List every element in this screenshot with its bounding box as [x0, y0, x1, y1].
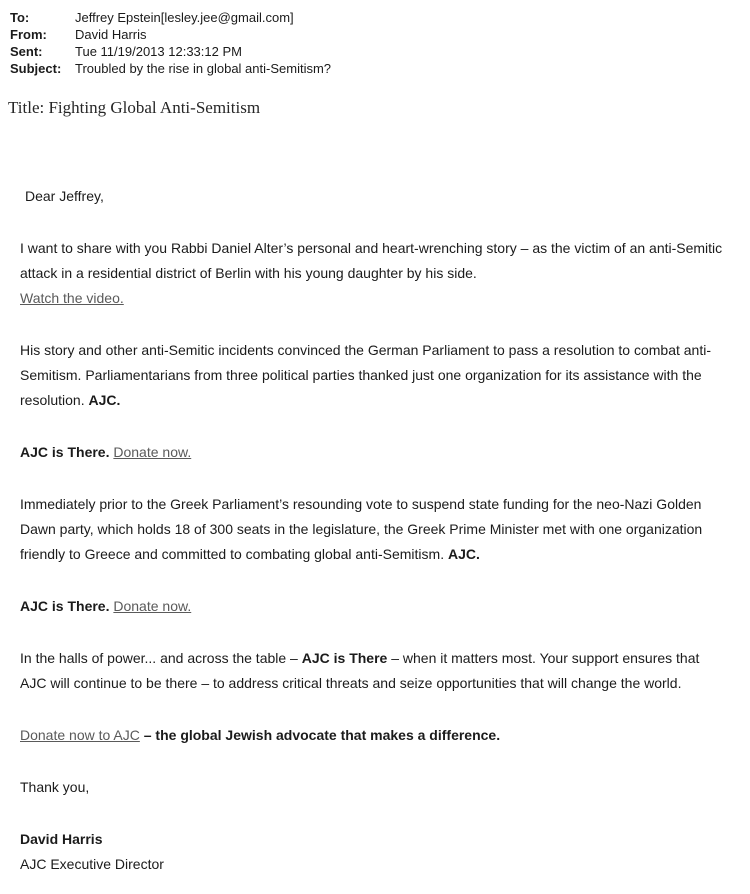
- ajc-bold-2: AJC.: [447, 546, 480, 562]
- header-value-from: David Harris: [75, 27, 147, 42]
- salutation: Dear Jeffrey,: [25, 188, 104, 204]
- paragraph-greek-parliament: [20, 492, 724, 567]
- document-title: Title: Fighting Global Anti-Semitism: [8, 98, 261, 117]
- header-row-subject: [10, 60, 750, 77]
- donate-now-link-2[interactable]: Donate now.: [113, 598, 192, 614]
- header-value-subject: Troubled by the rise in global anti-Semitism?: [75, 61, 332, 76]
- header-row-sent: [10, 43, 750, 60]
- header-label-to: To:: [10, 10, 30, 25]
- signature-name: David Harris: [20, 831, 103, 847]
- signature-title: AJC Executive Director: [20, 856, 164, 872]
- header-label-subject: Subject:: [10, 61, 62, 76]
- ajc-is-there-text-2: AJC is There.: [20, 598, 114, 614]
- donate-now-to-ajc-link[interactable]: Donate now to AJC: [20, 727, 140, 743]
- email-header: [0, 0, 750, 77]
- donate-tagline-bold: – the global Jewish advocate that makes a difference.: [139, 727, 501, 743]
- ajc-is-there-inline-bold: AJC is There: [301, 650, 388, 666]
- header-row-from: [10, 26, 750, 43]
- donate-now-link-1[interactable]: Donate now.: [113, 444, 192, 460]
- closing-line: Thank you,: [20, 779, 90, 795]
- paragraph-german-parliament: [20, 338, 724, 413]
- header-value-sent: Tue 11/19/2013 12:33:12 PM: [75, 44, 242, 59]
- ajc-is-there-line-1: [20, 440, 724, 465]
- signature-block: [20, 827, 724, 877]
- paragraph-berlin-story: [20, 236, 724, 311]
- paragraph-berlin-story-text: I want to share with you Rabbi Daniel Alter’s personal and heart-wrenching story – as the victim of an anti-Semitic attack in a residential district of Berlin with his young daughter by his side.: [20, 240, 723, 281]
- paragraph-halls-of-power: [20, 646, 724, 696]
- paragraph-greek-parliament-text: Immediately prior to the Greek Parliament’s resounding vote to suspend state funding for the neo-Nazi Golden Dawn party, which holds 18 of 300 seats in the legislature, the Greek Prime Minister met with one organization friendly to Greece and committed to combating global anti-Semitism.: [20, 496, 703, 562]
- header-row-to: [10, 9, 750, 26]
- donate-call-to-action: [20, 723, 724, 748]
- ajc-is-there-line-2: [20, 594, 724, 619]
- header-value-to: Jeffrey Epstein[lesley.jee@gmail.com]: [75, 10, 294, 25]
- paragraph-german-parliament-text: His story and other anti-Semitic incidents convinced the German Parliament to pass a resolution to combat anti-Semitism. Parliamentarians from three political parties thanked just one organization for its assistance with the resolution.: [20, 342, 711, 408]
- ajc-bold: AJC.: [88, 392, 121, 408]
- header-label-from: From:: [10, 27, 47, 42]
- ajc-is-there-text: AJC is There.: [20, 444, 114, 460]
- halls-of-power-text-1: In the halls of power... and across the table –: [20, 650, 302, 666]
- header-label-sent: Sent:: [10, 44, 43, 59]
- watch-the-video-link[interactable]: Watch the video.: [20, 290, 124, 306]
- halls-of-power-text-2: – when it matters most. Your support ensures that AJC will continue to be there – to address critical threats and seize opportunities that will change the world.: [20, 650, 700, 691]
- email-body: [0, 118, 750, 877]
